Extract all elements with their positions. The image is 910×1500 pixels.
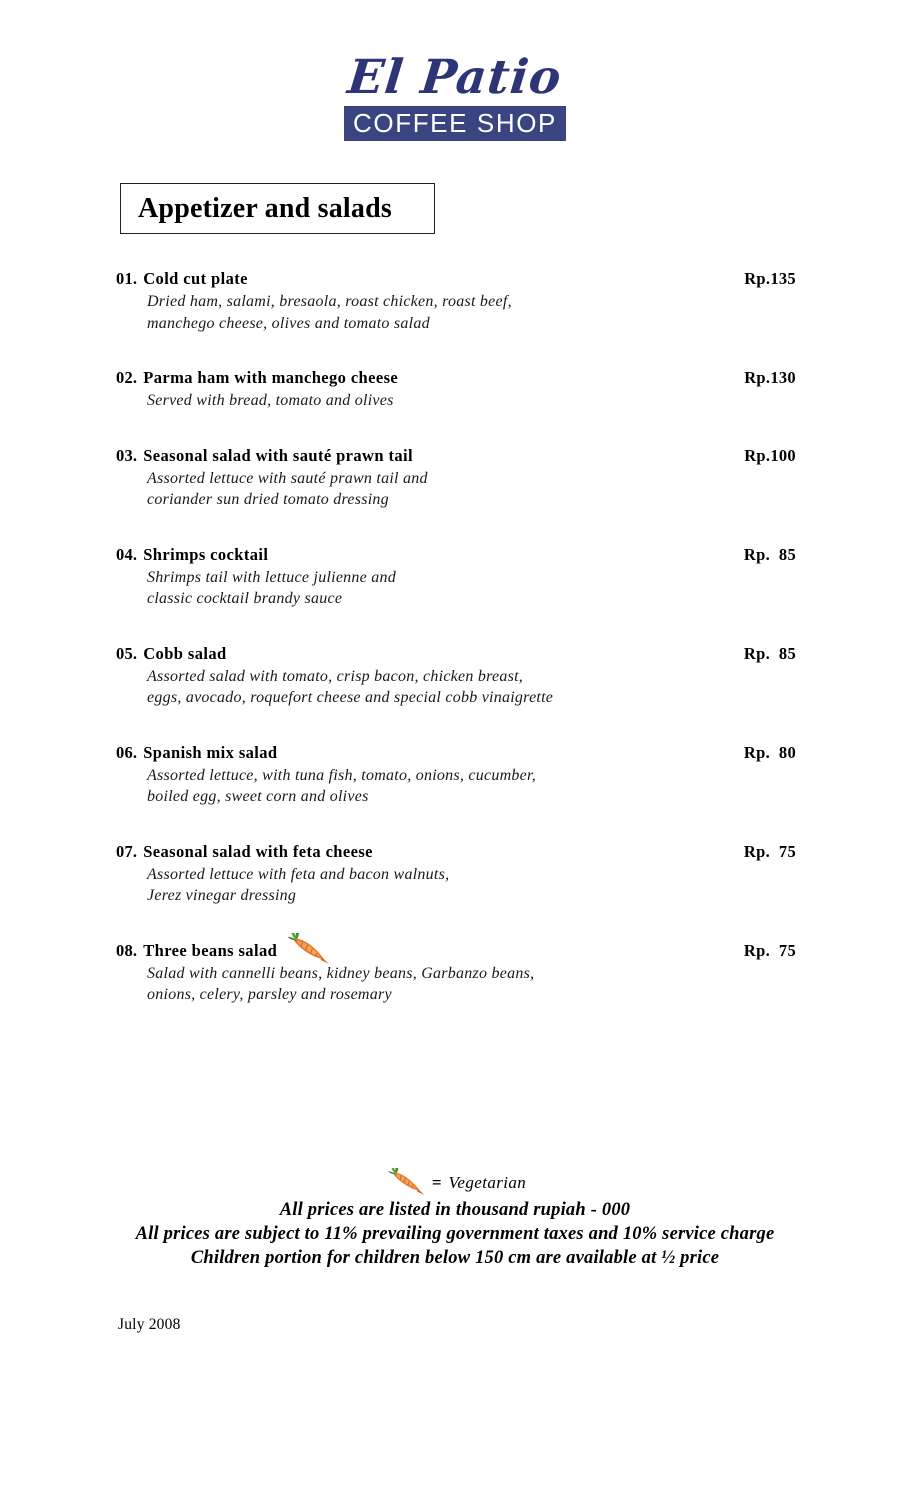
menu-item-name: Cold cut plate [143, 269, 248, 288]
menu-item-description-line: Shrimps tail with lettuce julienne and [147, 568, 397, 586]
menu-item-number: 04. [116, 544, 138, 564]
vegetarian-legend [0, 1168, 910, 1198]
menu-item [116, 367, 796, 412]
menu-item-heading [116, 940, 796, 961]
vegetarian-equals-sign: = [431, 1173, 442, 1192]
menu-item-description [116, 963, 796, 1006]
menu-item-price: Rp. 85 [743, 544, 796, 564]
menu-item-price: Rp. 85 [743, 643, 796, 663]
section-title: Appetizer and salads [138, 192, 392, 224]
menu-item-name: Cobb salad [143, 643, 227, 663]
menu-item-description-line: Served with bread, tomato and olives [147, 392, 394, 409]
menu-item-description-line: Assorted lettuce, with tuna fish, tomato, onions, cucumber, [147, 766, 536, 784]
menu-item-number: 01. [116, 269, 138, 288]
menu-item-description-line: Assorted lettuce with sauté prawn tail and [147, 469, 428, 487]
section-title-box [120, 183, 435, 234]
menu-item-description-line: eggs, avocado, roquefort cheese and special cobb vinaigrette [147, 689, 554, 706]
menu-item-description-line: Salad with cannelli beans, kidney beans, Garbanzo beans, [147, 964, 535, 982]
menu-item-name: Three beans salad [143, 940, 278, 960]
menu-item-description-line: onions, celery, parsley and rosemary [147, 986, 392, 1003]
menu-item-name: Seasonal salad with feta cheese [143, 841, 373, 861]
menu-item-heading [116, 643, 796, 664]
menu-item-number: 07. [116, 841, 138, 861]
price-note-line-2: All prices are subject to 11% prevailing government taxes and 10% service charge [135, 1224, 775, 1244]
menu-item-description [116, 468, 796, 511]
menu-footer [0, 1168, 910, 1270]
menu-item [116, 742, 796, 808]
menu-item-number: 08. [116, 940, 138, 960]
menu-item-price: Rp. 75 [743, 841, 796, 861]
menu-item [116, 643, 796, 709]
menu-item-description [116, 765, 796, 808]
menu-item-description-line: Assorted lettuce with feta and bacon walnuts, [147, 865, 450, 883]
price-note-line-3: Children portion for children below 150 cm are available at ½ price [190, 1248, 720, 1268]
menu-item-price: Rp. 75 [743, 940, 796, 960]
menu-item [116, 940, 796, 1006]
menu-item-price: Rp. 80 [743, 742, 796, 762]
restaurant-logo [0, 52, 910, 141]
menu-item-heading [116, 268, 796, 289]
menu-item-number: 06. [116, 742, 138, 762]
menu-item-name: Shrimps cocktail [143, 544, 269, 564]
menu-item [116, 841, 796, 907]
menu-item-heading [116, 841, 796, 862]
menu-item-description-line: classic cocktail brandy sauce [147, 590, 343, 607]
menu-item-name: Spanish mix salad [143, 742, 278, 762]
menu-item-number: 05. [116, 643, 138, 663]
menu-item-heading [116, 544, 796, 565]
menu-item-description [116, 390, 796, 412]
menu-item [116, 544, 796, 610]
menu-item-description-line: manchego cheese, olives and tomato salad [147, 314, 430, 332]
menu-item-list [116, 268, 796, 1039]
menu-date-stamp: July 2008 [118, 1316, 181, 1333]
menu-item-description-line: Jerez vinegar dressing [147, 887, 297, 904]
menu-item-description-line: Dried ham, salami, bresaola, roast chicken, roast beef, [147, 293, 512, 310]
menu-item-description-line: Assorted salad with tomato, crisp bacon, chicken breast, [147, 667, 524, 685]
menu-item-description [116, 666, 796, 709]
menu-item-description [116, 291, 796, 334]
menu-item-description-line: boiled egg, sweet corn and olives [147, 788, 369, 805]
menu-item-heading [116, 445, 796, 466]
menu-item-price: Rp.130 [744, 368, 796, 387]
menu-item-price: Rp.100 [744, 445, 796, 465]
menu-item-description [116, 567, 796, 610]
menu-item-heading [116, 367, 796, 388]
menu-item-heading [116, 742, 796, 763]
carrot-icon [384, 1168, 430, 1198]
menu-item-number: 03. [116, 445, 138, 465]
vegetarian-legend-label: Vegetarian [448, 1173, 527, 1192]
price-note-line-1: All prices are listed in thousand rupiah - 000 [279, 1200, 631, 1220]
menu-item-name: Parma ham with manchego cheese [143, 368, 399, 387]
menu-item-number: 02. [116, 368, 138, 387]
menu-item [116, 268, 796, 334]
menu-item [116, 445, 796, 511]
menu-item-description [116, 864, 796, 907]
logo-coffee-shop-bar: COFFEE SHOP [344, 106, 566, 141]
carrot-icon [283, 933, 335, 953]
menu-item-price: Rp.135 [744, 269, 796, 288]
menu-item-description-line: coriander sun dried tomato dressing [147, 491, 389, 508]
logo-script-text: El Patio [345, 50, 565, 105]
menu-item-name: Seasonal salad with sauté prawn tail [143, 445, 413, 465]
